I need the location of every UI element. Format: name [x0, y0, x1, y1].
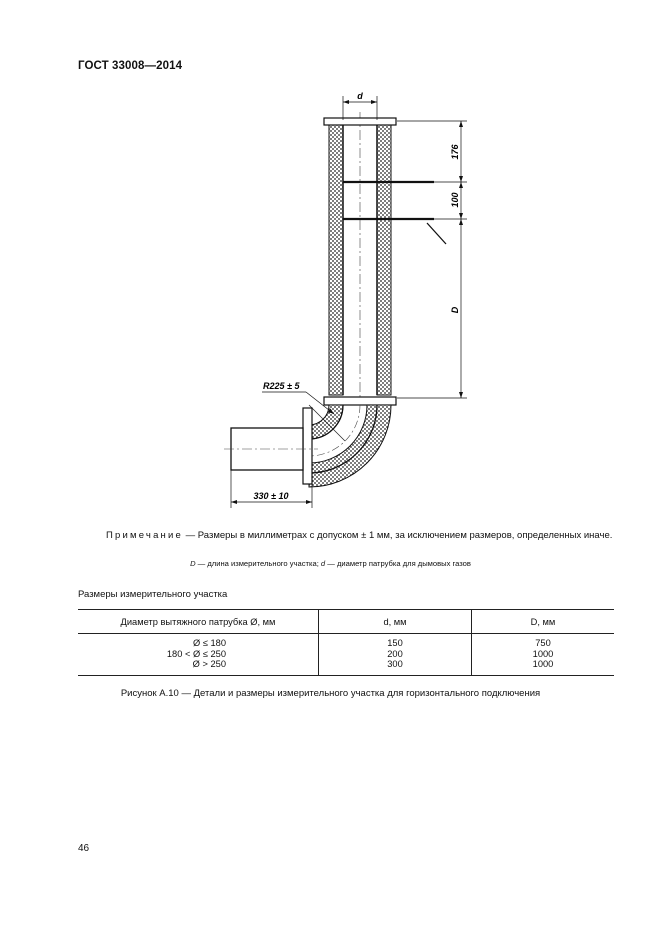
table-cell-D-values [472, 634, 615, 676]
table-caption: Размеры измерительного участка [78, 589, 228, 600]
side-flange [303, 408, 312, 484]
table-cell-d-values [319, 634, 472, 676]
d-value-1: 150 [387, 638, 403, 648]
symbol-legend [0, 559, 661, 568]
legend-D-text: — длина измерительного участка; [195, 559, 321, 568]
svg-text:D: D [450, 306, 460, 314]
vertical-pipe [329, 112, 391, 400]
d-value-3: 300 [387, 659, 403, 669]
svg-text:330 ± 10: 330 ± 10 [253, 491, 289, 501]
d-value-2: 200 [387, 648, 403, 659]
D-value-3: 1000 [532, 659, 554, 669]
condition-1: Ø ≤ 180 [192, 638, 226, 648]
legend-d-text: — диаметр патрубка для дымовых газов [325, 559, 471, 568]
page-number: 46 [78, 843, 90, 854]
sampling-probes [343, 182, 446, 244]
bottom-flange [324, 397, 396, 405]
pipe-elbow [309, 405, 391, 487]
D-value-2: 1000 [532, 648, 554, 659]
table-row [78, 634, 614, 676]
condition-2: 180 < Ø ≤ 250 [166, 648, 226, 659]
vertical-dimensions [397, 121, 467, 398]
length-dimension [231, 470, 312, 508]
radius-dimension [262, 381, 334, 414]
dimensions-table [78, 609, 614, 676]
legend-d-symbol: d [320, 559, 326, 568]
table-header-diameter: Диаметр вытяжного патрубка Ø, мм [78, 610, 319, 634]
table-cell-conditions [78, 634, 319, 676]
note-paragraph [78, 529, 618, 542]
D-value-1: 750 [535, 638, 551, 648]
svg-text:d: d [357, 91, 363, 101]
table-header-d: d, мм [319, 610, 472, 634]
note-label: Примечание [106, 530, 183, 541]
figure-caption: Рисунок А.10 — Детали и размеры измерительного участка для горизонтального подключения [120, 688, 541, 699]
legend-D-symbol: D [190, 559, 196, 568]
svg-text:R225 ± 5: R225 ± 5 [263, 381, 300, 391]
top-flange [324, 118, 396, 125]
table-header-D: D, мм [472, 610, 615, 634]
svg-text:176: 176 [450, 144, 460, 160]
document-header: ГОСТ 33008—2014 [78, 60, 183, 72]
svg-text:100: 100 [450, 192, 460, 208]
note-text: — Размеры в миллиметрах с допуском ± 1 мм, за исключением размеров, определенных иначе. [183, 530, 613, 541]
condition-3: Ø > 250 [192, 659, 226, 669]
